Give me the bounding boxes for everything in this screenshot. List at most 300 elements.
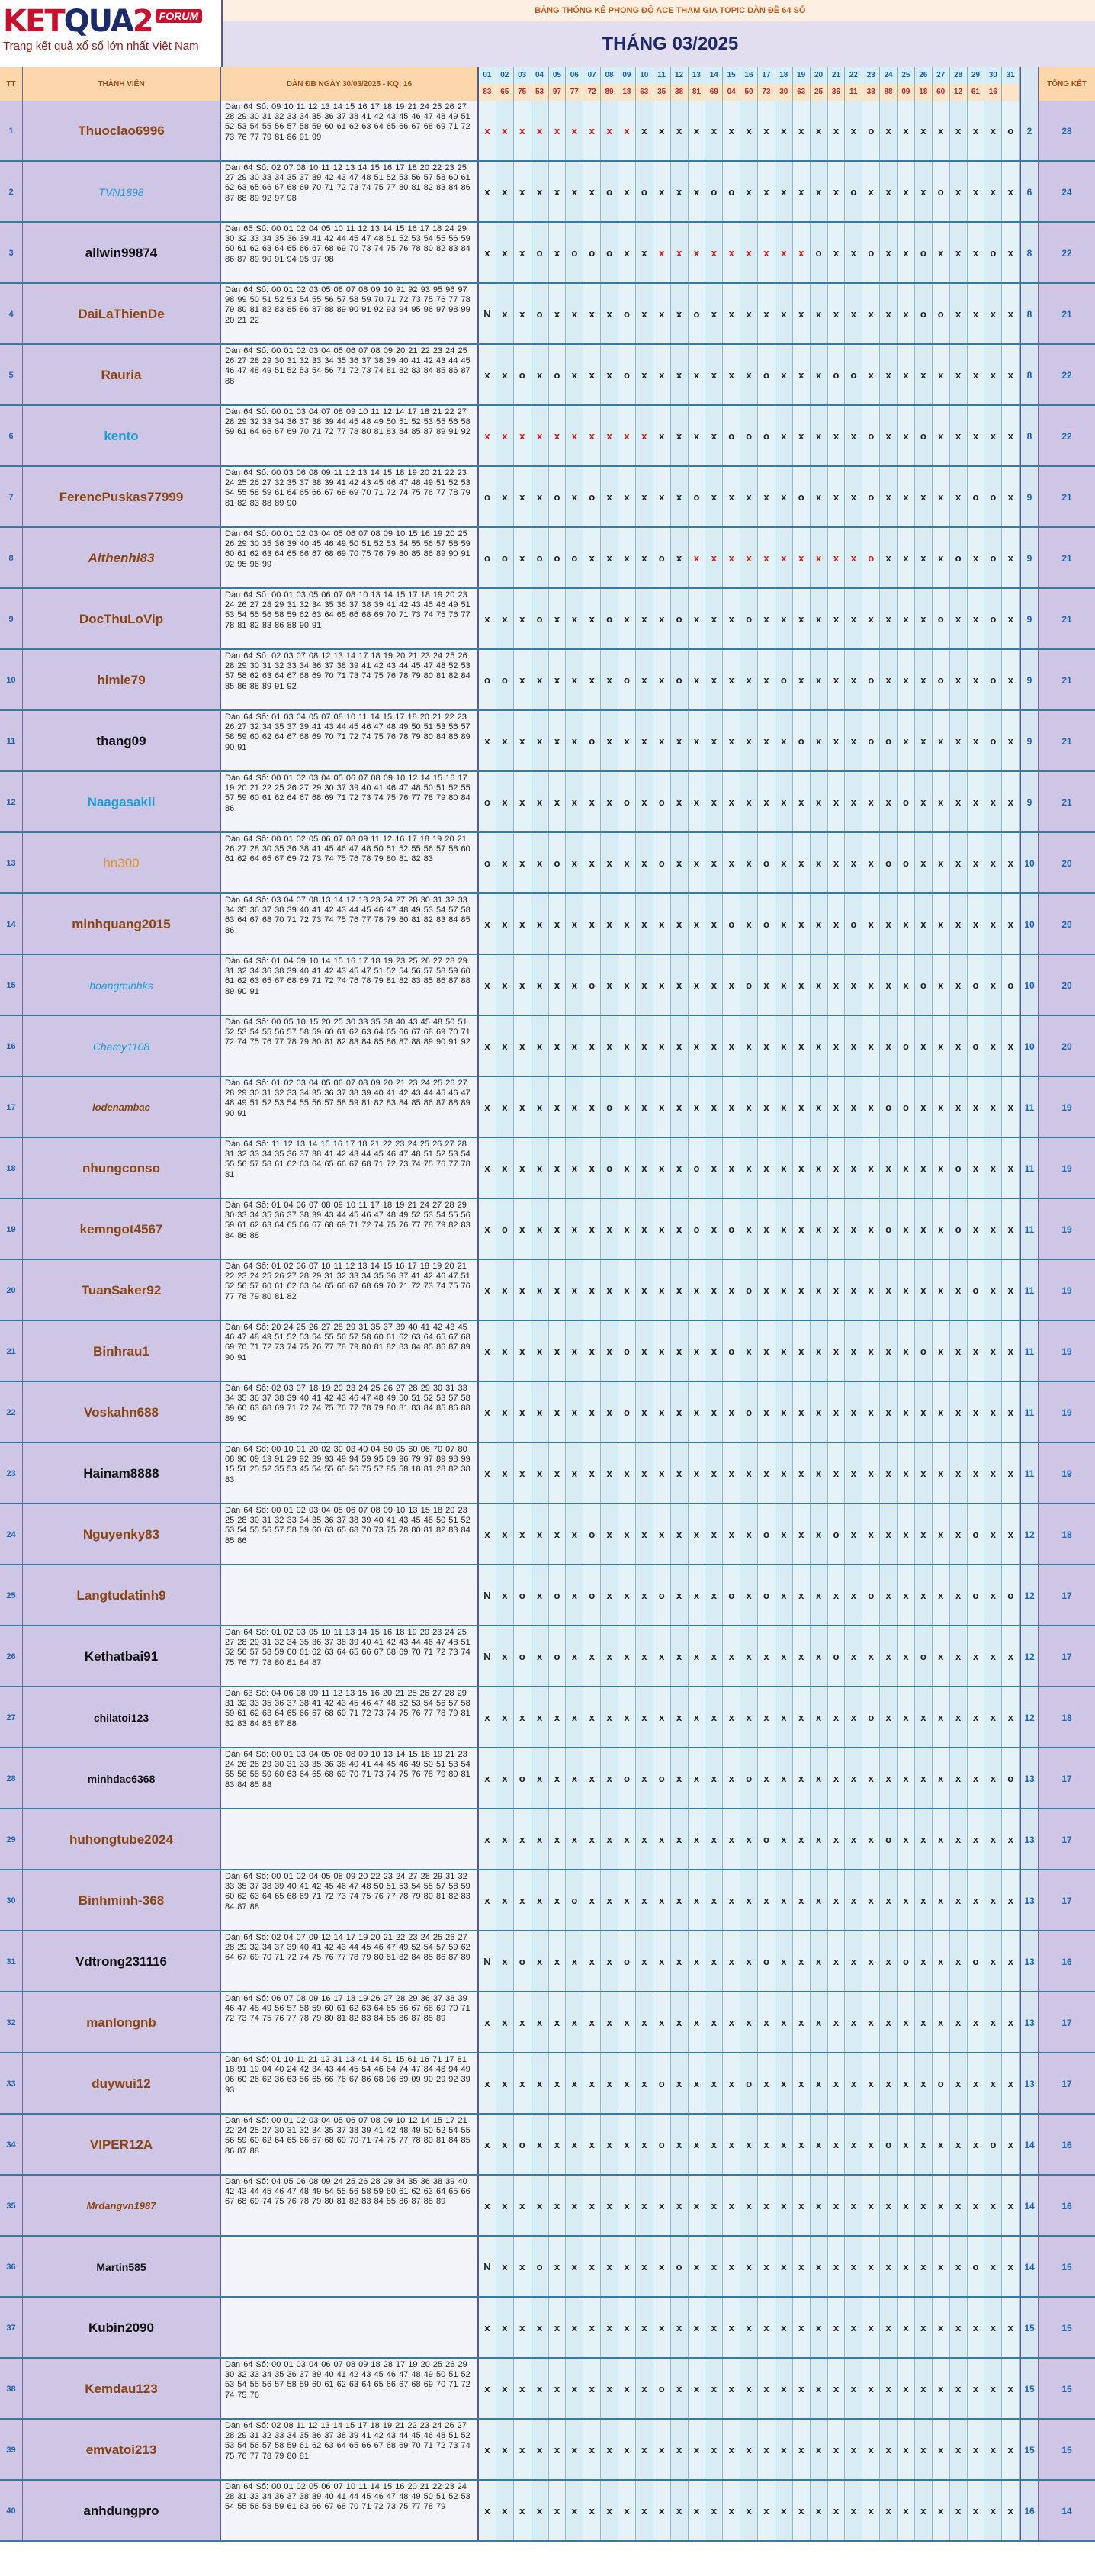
day-result-row (479, 84, 1020, 101)
day-mark: x (775, 1931, 793, 1991)
member-name[interactable]: FerencPuskas77999 (23, 467, 221, 526)
day-mark: x (601, 406, 618, 465)
day-number: 24 (880, 67, 898, 84)
day-mark: x (828, 1687, 846, 1747)
day-mark: o (898, 833, 915, 892)
day-mark: x (671, 1565, 689, 1625)
day-mark: x (723, 1016, 740, 1076)
day-mark: x (933, 1992, 950, 2052)
member-name[interactable]: Kubin2090 (23, 2298, 221, 2357)
day-mark: x (689, 2481, 706, 2540)
day-mark: x (671, 2115, 689, 2174)
total-count: 19 (1038, 1382, 1095, 1442)
day-mark: o (758, 1931, 775, 1991)
day-mark: x (898, 1809, 915, 1869)
day-mark: x (549, 589, 567, 648)
member-name[interactable]: himle79 (23, 650, 221, 709)
day-mark: x (898, 1748, 915, 1808)
row-number: 34 (0, 2115, 23, 2174)
member-name[interactable]: VIPER12A (23, 2115, 221, 2174)
day-mark: o (984, 589, 1002, 648)
day-mark: o (479, 650, 496, 709)
day-mark: x (601, 1321, 618, 1381)
row-number: 21 (0, 1321, 23, 1381)
day-mark: x (984, 894, 1002, 954)
day-mark: x (723, 2176, 740, 2235)
day-mark: o (566, 1870, 583, 1930)
day-mark: x (479, 1748, 496, 1808)
day-mark: x (984, 1382, 1002, 1442)
member-name[interactable]: duywui12 (23, 2053, 221, 2113)
day-mark: x (601, 345, 618, 404)
day-mark: x (723, 1931, 740, 1991)
day-mark: x (653, 894, 671, 954)
member-name[interactable]: Nguyenky83 (23, 1504, 221, 1564)
day-mark: x (950, 223, 968, 282)
member-name[interactable]: Martin585 (23, 2237, 221, 2296)
day-mark: x (898, 1870, 915, 1930)
day-mark: x (933, 833, 950, 892)
day-mark: x (496, 2115, 514, 2174)
day-mark: x (671, 1687, 689, 1747)
day-mark: x (601, 650, 618, 709)
day-mark: x (775, 162, 793, 221)
day-mark: o (862, 650, 880, 709)
day-mark: x (828, 2115, 846, 2174)
day-mark: x (723, 711, 740, 770)
table-row (0, 101, 1095, 162)
day-mark: x (740, 1138, 758, 1198)
day-mark: x (723, 2359, 740, 2418)
day-mark: x (705, 1748, 723, 1808)
day-mark: x (968, 1809, 985, 1869)
member-name[interactable]: kemngot4567 (23, 1199, 221, 1259)
day-mark: o (514, 1626, 531, 1686)
day-mark: x (740, 894, 758, 954)
member-name[interactable]: Langtudatinh9 (23, 1565, 221, 1625)
day-mark: o (968, 1260, 985, 1320)
day-mark: x (531, 894, 549, 954)
day-mark: x (811, 345, 828, 404)
member-name[interactable]: Binhrau1 (23, 1321, 221, 1381)
day-result: 30 (775, 84, 793, 101)
day-mark: N (479, 1565, 496, 1625)
day-mark: x (566, 2176, 583, 2235)
day-mark: x (705, 101, 723, 160)
day-mark: x (653, 1626, 671, 1686)
day-mark: x (671, 2481, 689, 2540)
member-dan: Dàn 64 Số: 01 02 03 04 05 06 07 08 09 20 21 23 24 25 26 27 28 29 30 31 32 33 34 35 36 37 38 39 40 41 42 43 44 45 46 47 48 49 51 52 53 54 55 56 57 58 59 81 82 83 84 85 86 87 88 89 90 91 (221, 1077, 479, 1137)
day-mark: x (496, 2359, 514, 2418)
day-mark: x (618, 1260, 636, 1320)
day-mark: x (549, 101, 567, 160)
day-mark: x (933, 2359, 950, 2418)
day-mark: x (689, 2053, 706, 2113)
day-mark: x (740, 284, 758, 343)
day-mark: x (514, 955, 531, 1015)
day-mark: x (653, 589, 671, 648)
day-mark: x (828, 1809, 846, 1869)
day-mark: x (950, 284, 968, 343)
day-mark: x (880, 2237, 898, 2296)
day-mark: x (845, 2053, 862, 2113)
day-mark: x (828, 2481, 846, 2540)
day-mark: x (653, 2237, 671, 2296)
day-mark: x (514, 1687, 531, 1747)
day-mark: x (933, 1504, 950, 1564)
day-mark: x (705, 284, 723, 343)
day-mark: x (828, 833, 846, 892)
logo[interactable] (0, 0, 221, 67)
day-mark: x (496, 711, 514, 770)
day-mark: o (862, 528, 880, 587)
day-mark: x (531, 772, 549, 831)
win-count: 12 (1021, 1504, 1038, 1564)
day-mark: o (758, 1809, 775, 1869)
member-name[interactable]: nhungconso (23, 1138, 221, 1198)
day-mark: x (531, 1626, 549, 1686)
day-mark: x (898, 1260, 915, 1320)
table-row (0, 589, 1095, 650)
member-name[interactable]: Mrdangvn1987 (23, 2176, 221, 2235)
table-row (0, 955, 1095, 1016)
day-mark: x (636, 1992, 653, 2052)
day-mark: x (583, 284, 601, 343)
day-mark: x (862, 1199, 880, 1259)
member-name[interactable]: Kethatbai91 (23, 1626, 221, 1686)
day-mark: x (933, 955, 950, 1015)
board-title: BẢNG THỐNG KÊ PHONG ĐỘ ACE THAM GIA TOPIC DÀN ĐỀ 64 SỐ (221, 0, 1095, 21)
day-result: 12 (950, 84, 968, 101)
day-mark: x (811, 1504, 828, 1564)
day-mark: x (653, 1992, 671, 2052)
day-number: 22 (845, 67, 862, 84)
day-number: 21 (828, 67, 846, 84)
day-mark: x (479, 1382, 496, 1442)
day-mark: x (549, 2115, 567, 2174)
win-count: 15 (1021, 2359, 1038, 2418)
day-mark: x (740, 2115, 758, 2174)
day-mark: x (758, 1443, 775, 1503)
member-name[interactable]: Hainam8888 (23, 1443, 221, 1503)
day-mark: x (601, 467, 618, 526)
day-mark: x (740, 345, 758, 404)
table-row (0, 1931, 1095, 1992)
day-mark: x (689, 1870, 706, 1930)
day-mark: x (968, 284, 985, 343)
total-count: 17 (1038, 1565, 1095, 1625)
day-mark: x (689, 1565, 706, 1625)
day-mark: x (793, 2237, 811, 2296)
day-mark: o (601, 589, 618, 648)
row-number: 7 (0, 467, 23, 526)
day-mark: x (689, 894, 706, 954)
day-mark: x (583, 2176, 601, 2235)
day-mark: o (758, 1504, 775, 1564)
member-dan: Dàn 64 Số: 11 12 13 14 15 16 17 18 21 22 23 24 25 26 27 28 31 32 33 34 35 36 37 38 41 42 43 44 45 46 47 48 51 52 53 54 55 56 57 58 61 62 63 64 65 66 67 68 71 72 73 74 75 76 77 78 81 (221, 1138, 479, 1198)
day-mark: x (689, 1504, 706, 1564)
day-mark: x (636, 101, 653, 160)
day-mark: x (740, 1931, 758, 1991)
day-mark: x (671, 1382, 689, 1442)
day-mark: x (950, 955, 968, 1015)
day-mark: x (601, 833, 618, 892)
day-mark: x (984, 772, 1002, 831)
day-marks (479, 2053, 1021, 2113)
day-mark: x (933, 223, 950, 282)
row-number: 40 (0, 2481, 23, 2540)
table-row (0, 1504, 1095, 1565)
day-mark: o (968, 2237, 985, 2296)
day-mark: N (479, 284, 496, 343)
day-mark: x (950, 1077, 968, 1137)
day-mark: x (531, 1809, 549, 1869)
day-mark: x (811, 2053, 828, 2113)
member-name[interactable]: allwin99874 (23, 223, 221, 282)
row-number: 20 (0, 1260, 23, 1320)
day-mark: x (671, 711, 689, 770)
member-name[interactable]: Vdtrong231116 (23, 1931, 221, 1991)
day-mark: x (479, 589, 496, 648)
day-mark: x (583, 1260, 601, 1320)
day-mark: x (950, 1016, 968, 1076)
total-count: 21 (1038, 467, 1095, 526)
member-name[interactable]: Kemdau123 (23, 2359, 221, 2418)
day-mark: x (984, 1626, 1002, 1686)
day-number: 31 (1002, 67, 1020, 84)
member-name[interactable]: hn300 (23, 833, 221, 892)
day-mark: x (636, 1260, 653, 1320)
member-name[interactable]: TuanSaker92 (23, 1260, 221, 1320)
day-mark: x (566, 1077, 583, 1137)
day-mark: x (514, 772, 531, 831)
day-mark: x (531, 1687, 549, 1747)
day-mark: x (862, 955, 880, 1015)
member-name[interactable]: DaiLaThienDe (23, 284, 221, 343)
day-mark: x (880, 2298, 898, 2357)
day-mark: x (775, 467, 793, 526)
day-mark: x (933, 1443, 950, 1503)
member-name[interactable]: kento (23, 406, 221, 465)
total-count: 22 (1038, 406, 1095, 465)
day-mark: x (496, 2298, 514, 2357)
row-number: 38 (0, 2359, 23, 2418)
day-mark: x (566, 2420, 583, 2479)
member-name[interactable]: Binhminh-368 (23, 1870, 221, 1930)
win-count: 10 (1021, 894, 1038, 954)
member-name[interactable]: minhdac6368 (23, 1748, 221, 1808)
day-mark: x (583, 1077, 601, 1137)
day-mark: x (549, 1199, 567, 1259)
member-name[interactable]: lodenambac (23, 1077, 221, 1137)
day-mark: o (671, 2237, 689, 2296)
day-mark: x (636, 2115, 653, 2174)
day-mark: x (933, 1382, 950, 1442)
day-mark: x (984, 1199, 1002, 1259)
day-mark: x (758, 223, 775, 282)
row-number: 4 (0, 284, 23, 343)
day-mark: x (479, 101, 496, 160)
day-mark: o (984, 223, 1002, 282)
day-mark: x (514, 1504, 531, 1564)
day-mark: x (671, 894, 689, 954)
day-result: 75 (514, 84, 531, 101)
day-mark: o (740, 2053, 758, 2113)
day-mark: x (898, 650, 915, 709)
member-name[interactable]: Chamy1108 (23, 1016, 221, 1076)
day-mark: x (653, 345, 671, 404)
day-mark: x (845, 650, 862, 709)
day-mark: o (862, 1565, 880, 1625)
day-mark: x (496, 1809, 514, 1869)
day-mark: x (740, 772, 758, 831)
day-mark: o (653, 2053, 671, 2113)
day-mark: x (479, 1138, 496, 1198)
day-mark: x (915, 528, 933, 587)
day-mark: x (723, 467, 740, 526)
day-mark: x (531, 1565, 549, 1625)
member-name[interactable]: thang09 (23, 711, 221, 770)
day-result: 50 (740, 84, 758, 101)
day-mark: x (740, 1992, 758, 2052)
day-mark: x (636, 1687, 653, 1747)
total-count: 15 (1038, 2420, 1095, 2479)
day-mark: x (514, 2420, 531, 2479)
total-count: 16 (1038, 1931, 1095, 1991)
day-mark: x (636, 589, 653, 648)
day-number: 10 (636, 67, 653, 84)
day-mark: x (828, 284, 846, 343)
day-number: 01 (479, 67, 496, 84)
day-mark: x (531, 1260, 549, 1320)
day-mark: x (984, 101, 1002, 160)
day-mark: x (933, 1748, 950, 1808)
day-mark: x (811, 833, 828, 892)
day-mark: x (775, 2053, 793, 2113)
day-mark: x (740, 1565, 758, 1625)
day-mark: x (705, 1931, 723, 1991)
day-mark: o (880, 2115, 898, 2174)
day-mark: x (915, 1687, 933, 1747)
member-name[interactable]: emvatoi213 (23, 2420, 221, 2479)
member-name[interactable]: anhdungpro (23, 2481, 221, 2540)
member-name[interactable]: Thuoclao6996 (23, 101, 221, 160)
day-mark: x (705, 1809, 723, 1869)
day-mark: x (880, 2359, 898, 2418)
member-name[interactable]: Rauria (23, 345, 221, 404)
member-name[interactable]: Naagasakii (23, 772, 221, 831)
day-mark: x (618, 894, 636, 954)
day-number: 29 (968, 67, 985, 84)
member-name[interactable]: DocThuLoVip (23, 589, 221, 648)
day-mark: x (723, 1626, 740, 1686)
day-mark: x (811, 2298, 828, 2357)
day-mark: x (583, 1382, 601, 1442)
member-name[interactable]: huhongtube2024 (23, 1809, 221, 1869)
day-mark: x (496, 2053, 514, 2113)
day-mark: x (514, 223, 531, 282)
day-mark: x (723, 284, 740, 343)
day-mark: o (496, 1199, 514, 1259)
member-name[interactable]: Aithenhi83 (23, 528, 221, 587)
day-mark: x (653, 1199, 671, 1259)
day-mark: o (549, 1565, 567, 1625)
win-count: 11 (1021, 1199, 1038, 1259)
row-number: 26 (0, 1626, 23, 1686)
day-mark: x (775, 1016, 793, 1076)
table-row (0, 1687, 1095, 1748)
day-mark: x (740, 101, 758, 160)
day-mark: x (479, 1809, 496, 1869)
day-mark: x (845, 406, 862, 465)
member-name[interactable]: chilatoi123 (23, 1687, 221, 1747)
day-mark: x (845, 2176, 862, 2235)
day-mark: x (653, 101, 671, 160)
day-mark: x (845, 589, 862, 648)
day-mark: x (845, 1077, 862, 1137)
day-mark: x (828, 528, 846, 587)
total-count: 17 (1038, 1626, 1095, 1686)
day-mark: x (915, 2359, 933, 2418)
day-mark: o (583, 1504, 601, 1564)
day-mark: x (811, 1199, 828, 1259)
day-mark: x (793, 650, 811, 709)
day-mark: x (496, 1260, 514, 1320)
day-mark: x (601, 1748, 618, 1808)
day-mark: x (723, 1504, 740, 1564)
row-number: 23 (0, 1443, 23, 1503)
day-mark: x (1002, 589, 1020, 648)
table-row (0, 1748, 1095, 1809)
day-mark: x (880, 589, 898, 648)
day-mark: x (653, 1504, 671, 1564)
day-mark: x (811, 406, 828, 465)
member-name[interactable]: TVN1898 (23, 162, 221, 221)
day-mark: o (531, 528, 549, 587)
day-mark: x (880, 1260, 898, 1320)
day-mark: x (950, 894, 968, 954)
member-dan: Dàn 64 Số: 01 03 04 05 07 08 10 11 14 15 17 18 20 21 22 23 26 27 32 34 35 37 39 41 43 44 45 46 47 48 49 50 51 53 56 57 58 59 60 62 64 67 68 69 70 71 72 74 75 76 78 79 80 84 86 89 90 91 (221, 711, 479, 770)
day-mark: o (601, 223, 618, 282)
day-mark: x (915, 2176, 933, 2235)
day-mark: x (1002, 2420, 1020, 2479)
day-mark: x (531, 1382, 549, 1442)
day-mark: x (653, 1382, 671, 1442)
member-name[interactable]: hoangminhks (23, 955, 221, 1015)
member-name[interactable]: manlongnb (23, 1992, 221, 2052)
day-mark: x (740, 2420, 758, 2479)
day-number: 27 (933, 67, 950, 84)
day-mark: x (898, 1992, 915, 2052)
day-mark: x (531, 101, 549, 160)
day-mark: x (653, 467, 671, 526)
member-name[interactable]: minhquang2015 (23, 894, 221, 954)
day-mark: x (705, 467, 723, 526)
day-number: 23 (862, 67, 880, 84)
day-mark: x (898, 711, 915, 770)
day-mark: x (689, 223, 706, 282)
day-mark: x (618, 1992, 636, 2052)
day-mark: x (689, 2176, 706, 2235)
day-mark: o (723, 1565, 740, 1625)
member-name[interactable]: Voskahn688 (23, 1382, 221, 1442)
day-mark: x (671, 2420, 689, 2479)
day-mark: x (775, 1260, 793, 1320)
day-mark: x (1002, 1382, 1020, 1442)
table-row (0, 1321, 1095, 1382)
total-count: 17 (1038, 2053, 1095, 2113)
row-number: 8 (0, 528, 23, 587)
